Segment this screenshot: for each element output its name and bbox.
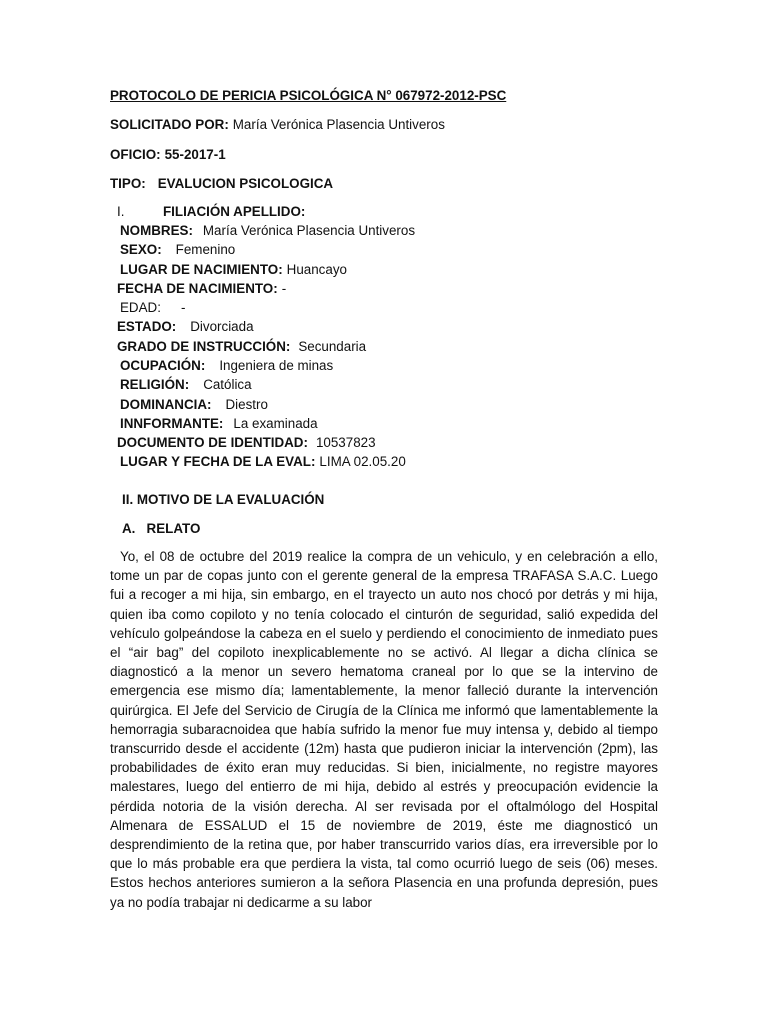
- section-1-title: FILIACIÓN APELLIDO:: [163, 204, 306, 219]
- field-label: FECHA DE NACIMIENTO:: [117, 281, 278, 296]
- field-nombres: [120, 221, 415, 240]
- field-value: Diestro: [225, 397, 268, 412]
- relato-text: Yo, el 08 de octubre del 2019 realice la compra de un vehiculo, y en celebración a ello, tome un par de copas junto con el gerente general de la empresa TRAFASA S.A.C. Luego fui a recoger a mi hija, sin embargo, en el trayecto un auto nos chocó por detrás y mi hija, quien iba como copiloto y no tenía colocado el cinturón de seguridad, salió expedida del vehículo golpeándose la cabeza en el suelo y perdiendo el conocimiento de inmediato pues el “air bag” del copiloto inexplicablemente no se activó. Al llegar a dicha clínica se diagnosticó a la menor un severo hematoma craneal por lo que se la intervino de emergencia ese mismo día; lamentablemente, la menor falleció durante la intervención quirúrgica. El Jefe del Servicio de Cirugía de la Clínica me informó que lamentablemente la hemorragia subaracnoidea que había sufrido la menor fue muy intensa y, debido al tiempo transcurrido desde el accidente (12m) hasta que pudieron iniciar la intervención (2pm), las probabilidades de éxito eran muy reducidas. Si bien, inicialmente, no registre mayores malestares, luego del entierro de mi hija, debido al estrés y preocupación evidencie la pérdida notoria de la visión derecha. Al ser revisada por el oftalmólogo del Hospital Almenara de ESSALUD el 15 de noviembre de 2019, éste me diagnosticó un desprendimiento de la retina que, por haber transcurrido varios días, era irreversible por lo que lo más probable era que perdiera la vista, tal como ocurrió luego de seis (06) meses. Estos hechos anteriores sumieron a la señora Plasencia en una profunda depresión, pues ya no podía trabajar ni dedicarme a su labor: [110, 549, 658, 910]
- field-label: DOMINANCIA:: [120, 397, 212, 412]
- section-1-number: I.: [117, 204, 125, 219]
- field-lugar-nacimiento: [120, 260, 347, 279]
- field-label: DOCUMENTO DE IDENTIDAD:: [117, 435, 308, 450]
- field-edad: [120, 298, 185, 317]
- tipo-field: [110, 174, 333, 193]
- solicitado-label: SOLICITADO POR:: [110, 117, 229, 132]
- tipo-label: TIPO:: [110, 176, 146, 191]
- field-dominancia: [120, 395, 268, 414]
- field-estado: [117, 317, 254, 336]
- section-2-title: II. MOTIVO DE LA EVALUACIÓN: [122, 492, 325, 507]
- field-informante: [120, 414, 318, 433]
- field-value: La examinada: [233, 416, 318, 431]
- field-value: -: [281, 281, 287, 296]
- field-documento-identidad: [117, 433, 376, 452]
- field-value: Ingeniera de minas: [219, 358, 334, 373]
- solicitado-field: [110, 115, 445, 134]
- field-label: EDAD:: [120, 300, 161, 315]
- field-label: SEXO:: [120, 242, 162, 257]
- relato-paragraph: [110, 547, 658, 912]
- field-value: 10537823: [315, 435, 376, 450]
- field-fecha-nacimiento: [117, 279, 286, 298]
- field-sexo: [120, 240, 235, 259]
- section-1-heading: [117, 202, 305, 221]
- oficio-field: [110, 145, 226, 164]
- field-value: María Verónica Plasencia Untiveros: [202, 223, 416, 238]
- field-label: GRADO DE INSTRUCCIÓN:: [117, 339, 291, 354]
- field-ocupacion: [120, 356, 333, 375]
- field-value: LIMA 02.05.20: [319, 454, 406, 469]
- tipo-value: EVALUCION PSICOLOGICA: [157, 176, 334, 191]
- field-value: Huancayo: [286, 262, 347, 277]
- oficio-label: OFICIO:: [110, 147, 161, 162]
- field-value: Secundaria: [298, 339, 367, 354]
- field-religion: [120, 375, 252, 394]
- field-label: RELIGIÓN:: [120, 377, 190, 392]
- field-value: Católica: [203, 377, 252, 392]
- subsection-relato-title: A. RELATO: [122, 521, 201, 536]
- field-value: -: [180, 300, 186, 315]
- field-label: LUGAR Y FECHA DE LA EVAL:: [120, 454, 316, 469]
- field-label: OCUPACIÓN:: [120, 358, 206, 373]
- document-title: PROTOCOLO DE PERICIA PSICOLÓGICA N° 067972-2012-PSC: [110, 88, 507, 103]
- field-value: Divorciada: [190, 319, 254, 334]
- solicitado-value: María Verónica Plasencia Untiveros: [232, 117, 445, 132]
- field-lugar-fecha-eval: [120, 452, 406, 471]
- oficio-value: 55-2017-1: [164, 147, 226, 162]
- field-label: NOMBRES:: [120, 223, 193, 238]
- field-grado-instruccion: [117, 337, 366, 356]
- field-label: INNFORMANTE:: [120, 416, 224, 431]
- field-label: ESTADO:: [117, 319, 177, 334]
- field-value: Femenino: [175, 242, 236, 257]
- field-label: LUGAR DE NACIMIENTO:: [120, 262, 283, 277]
